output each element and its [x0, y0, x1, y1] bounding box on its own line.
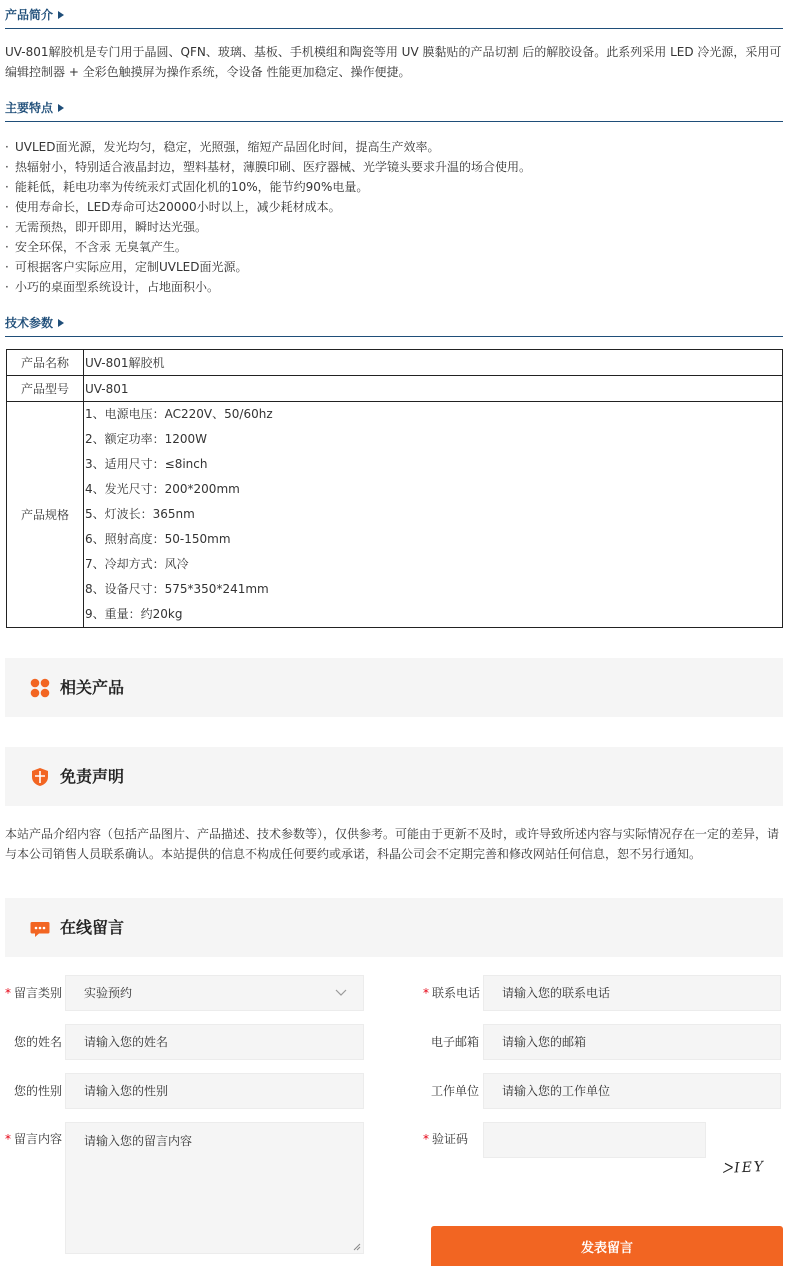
- content-placeholder: 请输入您的留言内容: [84, 1134, 193, 1148]
- disclaimer-title: 免责声明: [60, 767, 125, 786]
- table-cell: 产品型号: [7, 376, 84, 402]
- list-item: · UVLED面光源，发光均匀，稳定，光照强，缩短产品固化时间，提高生产效率。: [5, 137, 785, 157]
- specs-title: 技术参数: [5, 316, 54, 330]
- triangle-right-icon: [58, 11, 64, 19]
- category-value: 实验预约: [84, 986, 133, 1000]
- captcha-image[interactable]: ᐳIEY: [721, 1158, 766, 1178]
- table-row: [7, 402, 783, 628]
- table-row: [7, 376, 783, 402]
- spec-line: 6、照射高度：50-150mm: [85, 532, 231, 546]
- category-label: * 留言类别: [5, 986, 63, 1000]
- shield-icon: [30, 767, 50, 787]
- phone-label: * 联系电话: [423, 986, 481, 1000]
- table-cell: UV-801: [84, 376, 783, 402]
- content-textarea[interactable]: [65, 1122, 364, 1254]
- bullet-icon: ·: [5, 160, 9, 174]
- required-mark: *: [5, 986, 11, 1000]
- message-panel: [5, 898, 783, 957]
- name-label: 您的姓名: [14, 1035, 63, 1049]
- related-products-panel: [5, 658, 783, 717]
- gender-input[interactable]: 请输入您的性别: [65, 1073, 364, 1109]
- spec-line: 5、灯波长：365nm: [85, 507, 195, 521]
- intro-title: 产品简介: [5, 8, 54, 22]
- disclaimer-text: 本站产品介绍内容（包括产品图片、产品描述、技术参数等），仅供参考。可能由于更新不及时，或许导致所述内容与实际情况存在一定的差异，请与本公司销售人员联系确认。本站提供的信息不构成任何要约或承诺，科晶公司会不定期完善和修改网站任何信息，恕不另行通知。: [5, 827, 780, 861]
- list-item: · 可根据客户实际应用，定制UVLED面光源。: [5, 257, 785, 277]
- bullet-icon: ·: [5, 260, 9, 274]
- message-title: 在线留言: [60, 918, 125, 937]
- triangle-right-icon: [58, 104, 64, 112]
- spec-line: 1、电源电压：AC220V、50/60hz: [85, 407, 273, 421]
- bullet-icon: ·: [5, 140, 9, 154]
- list-item: · 使用寿命长，LED寿命可达20000小时以上，减少耗材成本。: [5, 197, 785, 217]
- disclaimer-panel: [5, 747, 783, 806]
- table-cell: [84, 402, 783, 628]
- bullet-icon: ·: [5, 200, 9, 214]
- list-item: · 无需预热，即开即用，瞬时达光强。: [5, 217, 785, 237]
- table-row: [7, 350, 783, 376]
- bullet-icon: ·: [5, 220, 9, 234]
- company-input[interactable]: 请输入您的工作单位: [483, 1073, 781, 1109]
- spec-line: 3、适用尺寸：≤8inch: [85, 457, 208, 471]
- list-item: · 热辐射小，特别适合液晶封边，塑料基材，薄膜印刷、医疗器械、光学镜头要求升温的场合使用。: [5, 157, 785, 177]
- bullet-icon: ·: [5, 240, 9, 254]
- related-products-title: 相关产品: [60, 678, 125, 697]
- captcha-input[interactable]: [483, 1122, 706, 1158]
- email-input[interactable]: 请输入您的邮箱: [483, 1024, 781, 1060]
- table-cell: UV-801解胶机: [84, 350, 783, 376]
- spec-line: 9、重量：约20kg: [85, 607, 183, 621]
- phone-input[interactable]: 请输入您的联系电话: [483, 975, 781, 1011]
- list-item: · 能耗低，耗电功率为传统汞灯式固化机的10%，能节约90%电量。: [5, 177, 785, 197]
- required-mark: *: [5, 1132, 11, 1146]
- spec-line: 7、冷却方式：风冷: [85, 557, 189, 571]
- table-cell: 产品名称: [7, 350, 84, 376]
- required-mark: *: [423, 986, 429, 1000]
- gender-label: 您的性别: [14, 1084, 63, 1098]
- spec-line: 8、设备尺寸：575*350*241mm: [85, 582, 269, 596]
- features-list: [5, 137, 785, 297]
- table-cell: 产品规格: [7, 402, 84, 628]
- triangle-right-icon: [58, 319, 64, 327]
- submit-button[interactable]: 发表留言: [431, 1226, 783, 1266]
- content-label: * 留言内容: [5, 1132, 63, 1146]
- captcha-label: * 验证码: [423, 1132, 469, 1146]
- name-input[interactable]: 请输入您的姓名: [65, 1024, 364, 1060]
- features-title: 主要特点: [5, 101, 54, 115]
- resize-handle-icon[interactable]: [353, 1243, 361, 1251]
- category-select[interactable]: [65, 975, 364, 1011]
- spec-line: 2、额定功率：1200W: [85, 432, 208, 446]
- required-mark: *: [423, 1132, 429, 1146]
- list-item: · 小巧的桌面型系统设计，占地面积小。: [5, 277, 785, 297]
- intro-paragraph: UV-801解胶机是专门用于晶圆、QFN、玻璃、基板、手机模组和陶瓷等用 UV 膜黏贴的产品切割 后的解胶设备。此系列采用 LED 冷光源，采用可编辑控制器 + 全彩色触摸屏为操作系统，令设备 性能更加稳定、操作便捷。: [5, 45, 782, 79]
- bullet-icon: ·: [5, 280, 9, 294]
- intro-section-title: [5, 4, 783, 29]
- bullet-icon: ·: [5, 180, 9, 194]
- spec-line: 4、发光尺寸：200*200mm: [85, 482, 240, 496]
- specs-section-title: [5, 312, 783, 337]
- grid-dots-icon: [30, 678, 50, 698]
- spec-table: [6, 349, 783, 628]
- email-label: 电子邮箱: [431, 1035, 480, 1049]
- company-label: 工作单位: [431, 1084, 480, 1098]
- chat-bubble-icon: [30, 919, 50, 939]
- chevron-down-icon: [335, 989, 347, 997]
- list-item: · 安全环保，不含汞 无臭氧产生。: [5, 237, 785, 257]
- features-section-title: [5, 97, 783, 122]
